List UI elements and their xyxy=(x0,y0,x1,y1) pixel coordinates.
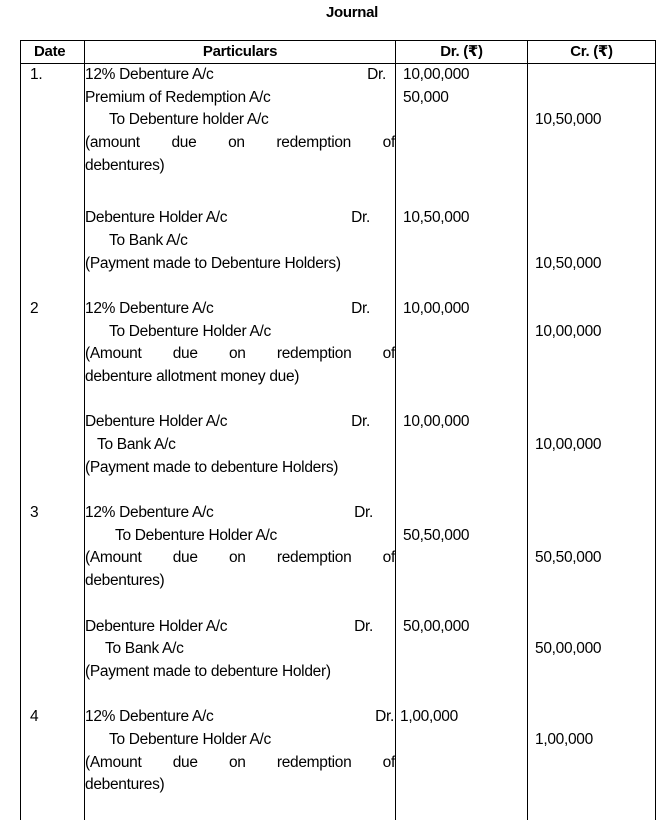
credit-amount: 50,00,000 xyxy=(535,640,602,658)
narration: debentures) xyxy=(85,156,165,174)
dr-mark: Dr. xyxy=(351,413,370,431)
credit-account: To Debenture Holder A/c xyxy=(109,730,271,748)
journal-entry xyxy=(21,64,656,298)
header-row xyxy=(21,41,656,64)
credit-account: To Debenture holder A/c xyxy=(109,111,269,129)
date-cell xyxy=(21,298,85,502)
journal-title: Journal xyxy=(325,4,379,21)
date-cell xyxy=(21,502,85,706)
narration: debentures) xyxy=(85,776,165,794)
debit-account: 12% Debenture A/c Dr. xyxy=(85,502,395,525)
credit-cell xyxy=(528,502,656,706)
journal-entry xyxy=(21,502,656,706)
narration: debenture allotment money due) xyxy=(85,367,300,385)
narration: (Payment made to debenture Holders) xyxy=(85,458,339,476)
credit-cell xyxy=(528,298,656,502)
credit-cell xyxy=(528,706,656,819)
particulars-cell xyxy=(85,502,396,706)
debit-cell xyxy=(396,64,528,298)
debit-amount: 10,00,000 xyxy=(403,413,470,431)
credit-amount: 10,50,000 xyxy=(535,111,602,129)
debit-cell xyxy=(396,502,528,706)
header-credit: Cr. (₹) xyxy=(528,41,656,64)
header-debit: Dr. (₹) xyxy=(396,41,528,64)
debit-amount: 10,00,000 xyxy=(403,66,470,83)
debit-account: Premium of Redemption A/c xyxy=(85,88,271,106)
dr-mark: Dr. xyxy=(351,209,370,227)
credit-account: To Debenture Holder A/c xyxy=(109,322,271,340)
narration: (amount due on redemption of xyxy=(85,134,395,152)
entry-date: 1. xyxy=(30,66,43,83)
narration: (Payment made to Debenture Holders) xyxy=(85,254,341,272)
debit-cell xyxy=(396,298,528,502)
narration: (Payment made to debenture Holder) xyxy=(85,662,331,680)
debit-amount: 10,00,000 xyxy=(403,299,470,317)
dr-mark: Dr. xyxy=(351,299,370,317)
debit-amount: 50,000 xyxy=(403,88,449,106)
journal-entry xyxy=(21,706,656,819)
debit-amount: 10,50,000 xyxy=(403,209,470,227)
debit-account: 12% Debenture A/c Dr. xyxy=(85,64,395,87)
narration: (Amount due on redemption of xyxy=(85,753,395,771)
credit-account: To Bank A/c xyxy=(105,640,184,658)
credit-amount: 1,00,000 xyxy=(535,730,593,748)
credit-account: To Bank A/c xyxy=(109,231,188,249)
credit-cell xyxy=(528,64,656,298)
credit-amount: 50,50,000 xyxy=(535,549,602,567)
dr-mark: Dr. xyxy=(354,617,373,635)
narration: (Amount due on redemption of xyxy=(85,345,395,363)
credit-amount: 10,50,000 xyxy=(535,254,602,272)
narration: (Amount due on redemption of xyxy=(85,549,395,567)
debit-account: 12% Debenture A/c Dr. xyxy=(85,706,395,729)
particulars-cell xyxy=(85,298,396,502)
credit-account: To Bank A/c xyxy=(97,436,176,453)
debit-account: Debenture Holder A/c Dr. xyxy=(85,411,395,434)
particulars-cell xyxy=(85,706,396,819)
entry-date: 2 xyxy=(30,299,39,317)
credit-account: To Debenture Holder A/c xyxy=(115,526,277,544)
debit-amount: 1,00,000 xyxy=(400,708,458,726)
journal-table xyxy=(20,40,656,820)
debit-account: 12% Debenture A/c Dr. xyxy=(85,298,395,321)
journal-entry xyxy=(21,298,656,502)
entry-date: 4 xyxy=(30,708,39,726)
date-cell xyxy=(21,706,85,819)
dr-mark: Dr. xyxy=(354,504,373,522)
header-date: Date xyxy=(21,41,85,64)
debit-account: Debenture Holder A/c Dr. xyxy=(85,616,395,639)
entry-date: 3 xyxy=(30,504,39,522)
credit-amount: 10,00,000 xyxy=(535,322,602,340)
narration: debentures) xyxy=(85,572,165,590)
header-particulars: Particulars xyxy=(85,41,396,64)
dr-mark: Dr. xyxy=(367,66,386,83)
debit-cell xyxy=(396,706,528,819)
date-cell xyxy=(21,64,85,298)
debit-amount: 50,50,000 xyxy=(403,526,470,544)
dr-mark: Dr. xyxy=(375,708,394,726)
credit-amount: 10,00,000 xyxy=(535,436,602,453)
debit-account: Debenture Holder A/c Dr. xyxy=(85,207,395,230)
particulars-cell xyxy=(85,64,396,298)
debit-amount: 50,00,000 xyxy=(403,617,470,635)
